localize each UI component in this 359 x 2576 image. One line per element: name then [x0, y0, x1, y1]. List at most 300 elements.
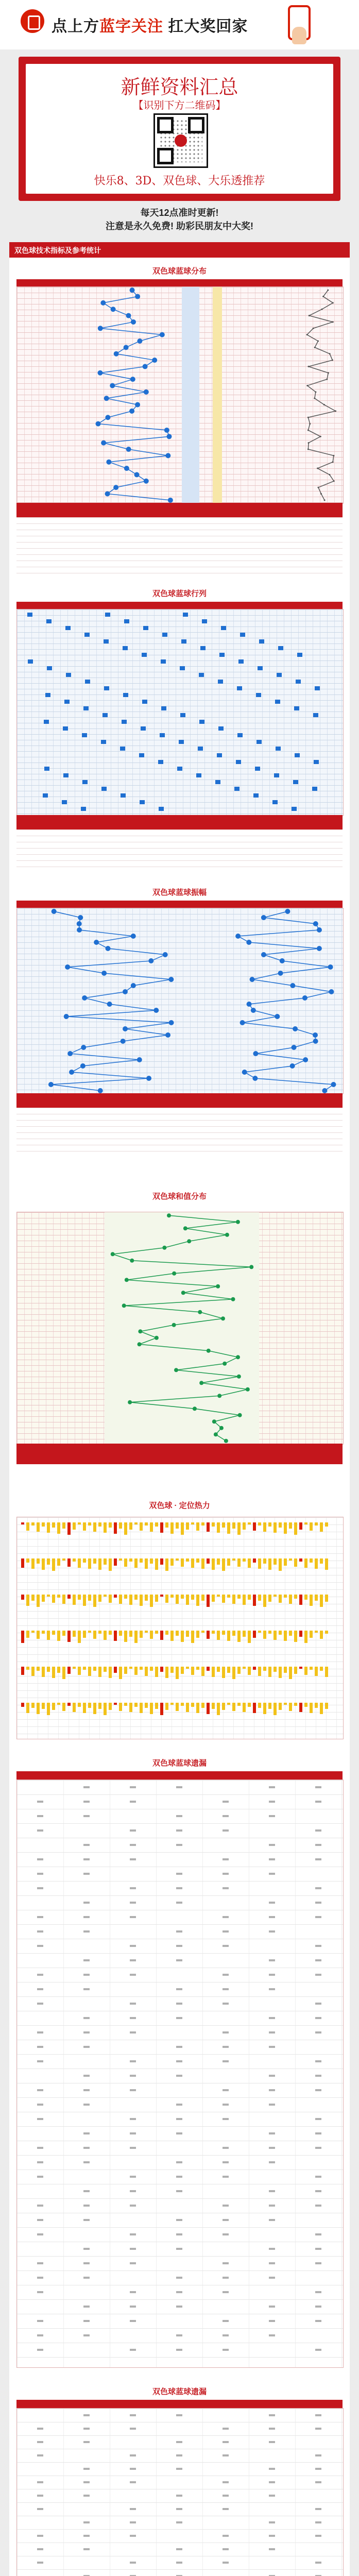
trend-point	[285, 909, 290, 914]
trend-point	[306, 385, 308, 386]
table-cell-mark	[83, 2132, 90, 2134]
trend-point	[293, 1026, 298, 1031]
grid-mark	[180, 713, 185, 717]
trend-point	[320, 493, 322, 495]
trend-point	[308, 442, 310, 444]
trend-point	[167, 1213, 171, 1217]
trend-point	[126, 313, 131, 318]
trend-point	[240, 1020, 245, 1025]
heat-bar	[243, 1522, 246, 1530]
table-cell-mark	[37, 2349, 43, 2351]
heat-bar	[299, 1667, 302, 1669]
grid-mark	[64, 700, 70, 704]
table-cell-mark	[83, 2521, 90, 2523]
grid-mark	[198, 747, 203, 751]
heat-bar	[304, 1631, 307, 1643]
heat-bar	[325, 1667, 328, 1677]
table-cell-mark	[176, 1902, 182, 1904]
table-cell-mark	[83, 2161, 90, 2163]
heat-bar	[207, 1558, 210, 1564]
table-cell-mark	[223, 2320, 229, 2322]
heat-bar	[201, 1667, 204, 1676]
sum-chart	[17, 1212, 343, 1444]
trend-point	[162, 1246, 166, 1250]
grid-mark	[237, 733, 243, 737]
heat-bar	[93, 1703, 96, 1714]
table-cell-mark	[223, 2495, 229, 2497]
table-cell-mark	[315, 1786, 321, 1788]
heat-bar	[170, 1631, 174, 1641]
heat-bar	[212, 1703, 215, 1709]
trend-point	[134, 472, 140, 477]
trend-point	[172, 1323, 176, 1327]
table-cell-mark	[269, 2414, 275, 2416]
table-cell-mark	[37, 1930, 43, 1933]
trend-point	[236, 1220, 240, 1224]
heat-bar	[52, 1631, 55, 1635]
table-cell-mark	[130, 2428, 136, 2430]
table-cell-mark	[269, 2190, 275, 2192]
table-cell-mark	[223, 2481, 229, 2483]
section-blue-omission-2	[16, 2385, 343, 2576]
trend-point	[80, 1063, 86, 1069]
trend-line	[238, 911, 333, 1091]
heat-bar	[289, 1631, 292, 1636]
heat-bar	[31, 1558, 35, 1569]
trend-point	[261, 915, 266, 920]
table-cell-mark	[315, 1974, 321, 1976]
heat-bar	[109, 1631, 112, 1635]
trend-line	[51, 911, 172, 1091]
heat-bar	[237, 1522, 241, 1535]
grid-mark	[66, 673, 71, 677]
heat-bar	[67, 1522, 71, 1535]
grid-mark	[215, 780, 220, 784]
table-cell-mark	[223, 1916, 229, 1918]
trend-line	[307, 290, 335, 500]
table-cell-mark	[83, 2262, 90, 2264]
heat-bar	[217, 1667, 220, 1672]
heat-bar	[263, 1667, 266, 1671]
table-cell-mark	[37, 1815, 43, 1817]
heat-bar	[222, 1703, 225, 1710]
table-cell-mark	[176, 1945, 182, 1947]
heat-bar	[304, 1522, 307, 1524]
heat-bar	[57, 1631, 60, 1641]
heat-bar	[284, 1667, 287, 1673]
table-cell-mark	[130, 2003, 136, 2005]
grid-mark	[199, 720, 204, 724]
heat-bar	[170, 1595, 174, 1598]
heat-bar	[181, 1703, 184, 1706]
grid-mark	[83, 706, 89, 710]
table-cell-mark	[315, 2291, 321, 2293]
trend-point	[122, 1303, 126, 1308]
table-cell-mark	[315, 2060, 321, 2062]
trend-point	[212, 1419, 216, 1423]
heat-bar	[124, 1595, 127, 1599]
heat-bar	[207, 1703, 210, 1714]
grid-mark	[28, 659, 33, 664]
table-cell-mark	[269, 2535, 275, 2537]
table-cell-mark	[83, 2468, 90, 2470]
trend-point	[82, 995, 87, 1001]
heat-bar	[201, 1703, 204, 1708]
omission-table	[16, 1780, 344, 2368]
heat-bar	[98, 1558, 101, 1570]
heat-bar	[289, 1522, 292, 1529]
heat-bar	[237, 1595, 241, 1599]
grid-mark	[162, 633, 167, 637]
heat-bar	[217, 1703, 220, 1715]
heat-bar	[62, 1631, 65, 1636]
heat-bar	[124, 1667, 127, 1674]
heat-bar	[176, 1631, 179, 1636]
trend-point	[123, 989, 128, 994]
heat-bar	[207, 1631, 210, 1639]
heat-bar	[201, 1522, 204, 1526]
trend-point	[130, 287, 135, 293]
trend-point	[163, 952, 168, 957]
heat-bar	[114, 1595, 117, 1598]
grid-mark	[47, 666, 52, 670]
grid-mark	[140, 800, 145, 804]
trend-point	[148, 958, 153, 963]
grid-mark	[218, 680, 223, 684]
heat-bar	[320, 1558, 323, 1564]
heat-bar	[155, 1595, 158, 1602]
table-cell-mark	[315, 2521, 321, 2523]
heat-bar	[237, 1703, 241, 1706]
table-cell-mark	[37, 1858, 43, 1860]
stats-header-label: 双色球技术指标及参考统计	[14, 246, 101, 255]
table-cell-mark	[176, 1786, 182, 1788]
notice-line-1: 每天12点准时更新!	[140, 208, 219, 218]
heat-bar	[186, 1595, 189, 1605]
grid-mark	[141, 726, 146, 731]
trend-point	[168, 977, 174, 982]
grid-mark	[277, 673, 282, 677]
table-cell-mark	[37, 2548, 43, 2550]
table-cell-mark	[269, 2277, 275, 2279]
heat-bar	[52, 1667, 55, 1678]
heat-bar	[93, 1522, 96, 1532]
heat-bar	[315, 1667, 318, 1676]
table-cell-mark	[223, 2508, 229, 2510]
heat-bar	[134, 1703, 138, 1707]
table-cell-mark	[269, 2031, 275, 2033]
heat-bar	[248, 1595, 251, 1600]
table-cell-mark	[130, 1887, 136, 1889]
heat-bar	[104, 1703, 107, 1715]
table-cell-mark	[130, 2562, 136, 2564]
table-cell-mark	[37, 2089, 43, 2091]
heat-bar	[114, 1631, 117, 1641]
grid-mark	[158, 760, 163, 764]
grid-mark	[259, 639, 264, 643]
heat-bar	[181, 1595, 184, 1599]
heat-bar	[294, 1558, 297, 1567]
trend-point	[224, 1439, 228, 1443]
trend-point	[292, 1045, 297, 1050]
table-cell-mark	[269, 1786, 275, 1788]
promo-title: 新鲜资料汇总	[121, 76, 238, 98]
table-cell-mark	[130, 2521, 136, 2523]
grid-mark	[123, 646, 128, 650]
table-cell-mark	[37, 2233, 43, 2235]
heat-bar	[21, 1522, 24, 1524]
heat-bar	[253, 1558, 256, 1563]
trend-point	[100, 300, 106, 306]
grid-mark	[122, 720, 127, 724]
table-cell-mark	[130, 2262, 136, 2264]
table-cell-mark	[223, 2233, 229, 2235]
table-cell-mark	[269, 2219, 275, 2221]
heat-bar	[299, 1595, 302, 1605]
heat-bar	[88, 1558, 91, 1569]
grid-mark	[314, 760, 319, 764]
heat-bar	[196, 1522, 199, 1531]
table-cell-mark	[37, 2060, 43, 2062]
grid-mark	[292, 807, 297, 811]
heat-bar	[253, 1703, 256, 1713]
heat-bar	[320, 1522, 323, 1532]
table-cell-mark	[37, 2147, 43, 2149]
heat-bar	[310, 1595, 313, 1606]
trend-point	[302, 995, 307, 1001]
heat-bar	[26, 1595, 29, 1606]
table-cell-mark	[223, 1829, 229, 1832]
table-cell-mark	[130, 1801, 136, 1803]
trend-point	[247, 1002, 252, 1007]
table-cell-mark	[176, 1959, 182, 1961]
trend-point	[317, 927, 322, 933]
heat-bar	[217, 1522, 220, 1533]
heat-bar	[227, 1595, 230, 1598]
table-cell-mark	[83, 2031, 90, 2033]
heat-bar	[104, 1667, 107, 1672]
table-cell-mark	[130, 2118, 136, 2120]
trend-point	[314, 398, 315, 399]
trend-point	[223, 1362, 227, 1366]
heat-bar	[140, 1558, 143, 1563]
trend-point	[172, 1272, 176, 1276]
heat-bar	[212, 1522, 215, 1527]
table-cell-mark	[130, 2031, 136, 2033]
follow-banner[interactable]	[0, 0, 359, 49]
grid-mark	[202, 619, 207, 623]
trend-point	[104, 396, 109, 401]
table-cell-mark	[176, 1873, 182, 1875]
heat-bar	[186, 1558, 189, 1562]
heat-bar	[248, 1667, 251, 1675]
trend-point	[165, 1032, 170, 1038]
table-cell-mark	[315, 2089, 321, 2091]
heat-bar	[83, 1631, 86, 1638]
heat-bar	[124, 1631, 127, 1642]
heat-bar	[78, 1703, 81, 1707]
trend-point	[135, 294, 140, 299]
heat-bar	[160, 1522, 163, 1533]
grid-mark	[312, 787, 317, 791]
trend-point	[306, 334, 308, 335]
table-cell-mark	[83, 1988, 90, 1990]
table-cell-mark	[176, 2521, 182, 2523]
heat-bar	[119, 1703, 122, 1711]
table-cell-mark	[83, 1801, 90, 1803]
heat-bar	[73, 1703, 76, 1712]
omission-table	[16, 2408, 344, 2576]
trend-point	[322, 1088, 327, 1093]
heat-bar	[145, 1595, 148, 1601]
trend-point	[290, 1063, 295, 1069]
table-cell-mark	[223, 2176, 229, 2178]
heat-bar	[67, 1558, 71, 1567]
table-cell-mark	[269, 2132, 275, 2134]
heat-bar	[237, 1667, 241, 1674]
trend-point	[329, 989, 334, 994]
trend-chart	[17, 287, 343, 503]
table-footer	[16, 1093, 343, 1108]
table-header	[16, 1771, 343, 1780]
grid-mark	[296, 680, 301, 684]
trend-point	[183, 1226, 187, 1230]
trend-point	[187, 1239, 191, 1243]
amplitude-grid	[16, 908, 344, 1094]
heat-bar	[263, 1703, 266, 1714]
heat-bar	[273, 1558, 277, 1565]
heat-bar	[201, 1631, 204, 1633]
heat-bar	[129, 1667, 132, 1669]
table-cell-mark	[315, 2233, 321, 2235]
table-cell-mark	[176, 1815, 182, 1817]
trend-point	[329, 353, 331, 354]
heat-bar	[258, 1667, 261, 1676]
grid-mark	[142, 653, 147, 657]
heat-bar	[181, 1667, 184, 1674]
table-cell-mark	[176, 2334, 182, 2336]
grid-mark	[255, 767, 260, 771]
trend-point	[246, 1387, 250, 1392]
table-cell-mark	[37, 2205, 43, 2207]
table-cell-mark	[130, 1945, 136, 1947]
table-cell-mark	[223, 1887, 229, 1889]
table-cell-mark	[269, 2248, 275, 2250]
heat-bar	[243, 1703, 246, 1712]
heat-bar	[222, 1667, 225, 1678]
table-cell-mark	[176, 2248, 182, 2250]
table-cell-mark	[315, 2414, 321, 2416]
heat-bar	[212, 1631, 215, 1634]
heat-bar	[201, 1558, 204, 1569]
heat-bar	[325, 1595, 328, 1602]
table-cell-mark	[83, 2414, 90, 2416]
heat-bar	[78, 1595, 81, 1600]
heat-bar	[243, 1595, 246, 1605]
table-cell-mark	[37, 2334, 43, 2336]
heat-bar	[119, 1522, 122, 1529]
grid-mark	[238, 659, 244, 664]
grid-mark	[315, 686, 320, 690]
table-cell-mark	[223, 1945, 229, 1947]
heat-bar	[253, 1595, 256, 1606]
section-sum-distribution	[16, 1190, 343, 1489]
qr-code-icon[interactable]	[153, 113, 208, 168]
grid-mark	[278, 646, 283, 650]
table-cell-mark	[223, 2046, 229, 2048]
table-cell-mark	[315, 2147, 321, 2149]
table-cell-mark	[269, 2089, 275, 2091]
heat-bar	[263, 1522, 266, 1532]
heat-bar	[109, 1558, 112, 1571]
heat-bar	[155, 1522, 158, 1527]
grid-mark	[102, 713, 108, 717]
table-cell-mark	[130, 2233, 136, 2235]
heat-bar	[320, 1631, 323, 1639]
follow-highlight: 蓝字关注	[99, 18, 163, 35]
section-title: 双色球蓝球行列	[152, 589, 207, 598]
heat-bar	[83, 1558, 86, 1563]
heat-bar	[57, 1522, 60, 1534]
table-cell-mark	[269, 1974, 275, 1976]
table-cell-mark	[176, 2414, 182, 2416]
table-cell-mark	[176, 2233, 182, 2235]
table-cell-mark	[176, 2118, 182, 2120]
omission-cells	[17, 2409, 343, 2576]
table-cell-mark	[223, 2454, 229, 2456]
table-cell-mark	[37, 2562, 43, 2564]
trend-point	[69, 1070, 74, 1075]
grid-mark	[183, 613, 188, 617]
amplitude-chart	[17, 908, 343, 1094]
heat-bar	[145, 1522, 148, 1526]
grid-mark	[101, 787, 107, 791]
trend-point	[101, 440, 106, 446]
table-cell-mark	[269, 2161, 275, 2163]
table-cell-mark	[83, 1916, 90, 1918]
heat-bar	[191, 1667, 194, 1675]
table-cell-mark	[315, 2248, 321, 2250]
heat-bar	[31, 1595, 35, 1601]
heat-bar	[47, 1703, 50, 1715]
grid-mark	[82, 780, 88, 784]
heat-bar	[191, 1631, 194, 1643]
phone-tap-icon	[282, 3, 313, 46]
grid-mark	[180, 666, 185, 670]
promo-games: 快乐8、3D、双色球、大乐透推荐	[94, 175, 265, 188]
trend-point	[124, 466, 129, 471]
heat-bar	[129, 1558, 132, 1562]
follow-prefix: 点上方	[52, 18, 99, 35]
section-title: 双色球蓝球振幅	[152, 888, 207, 897]
heat-bar	[284, 1703, 287, 1705]
trend-point	[321, 309, 323, 310]
trend-point	[322, 296, 324, 297]
heat-bar	[26, 1558, 29, 1563]
trend-point	[155, 1336, 159, 1340]
heat-bar	[232, 1522, 235, 1529]
heat-bar	[104, 1631, 107, 1640]
table-cell-mark	[130, 2508, 136, 2510]
heat-bar	[155, 1558, 158, 1570]
heat-bar	[248, 1703, 251, 1707]
table-footer	[16, 1444, 343, 1464]
table-cell-mark	[315, 2176, 321, 2178]
table-cell-mark	[130, 2147, 136, 2149]
table-cell-mark	[130, 1786, 136, 1788]
heat-bar	[98, 1703, 101, 1709]
table-cell-mark	[269, 2147, 275, 2149]
